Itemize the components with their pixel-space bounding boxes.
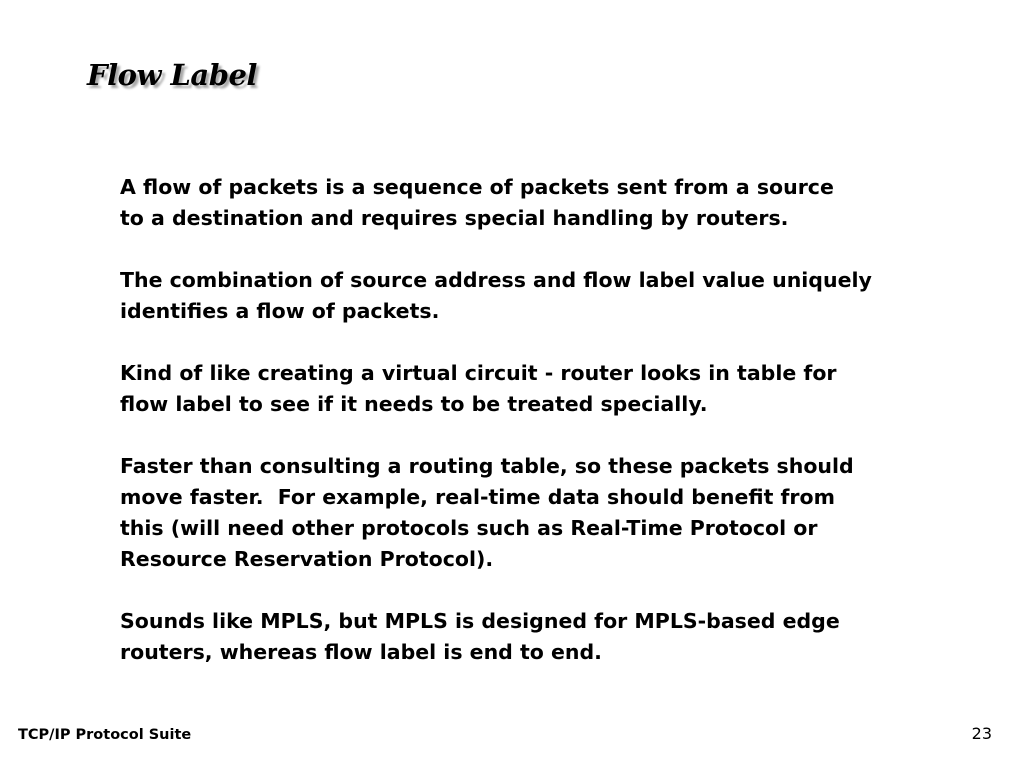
text-line: routers, whereas flow label is end to end.: [120, 640, 602, 664]
paragraph-mpls-comparison: [120, 606, 980, 668]
paragraph-flow-definition: [120, 172, 980, 234]
footer-label: TCP/IP Protocol Suite: [18, 727, 192, 743]
text-line: flow label to see if it needs to be treated specially.: [120, 392, 708, 416]
text-line: move faster. For example, real-time data should benefit from: [120, 485, 835, 509]
slide-number: 23: [971, 724, 992, 743]
text-line: The combination of source address and flow label value uniquely: [120, 268, 872, 292]
paragraph-virtual-circuit: [120, 358, 980, 420]
text-line: Sounds like MPLS, but MPLS is designed for MPLS-based edge: [120, 609, 840, 633]
text-line: A flow of packets is a sequence of packets sent from a source: [120, 175, 834, 199]
paragraph-flow-identification: [120, 265, 980, 327]
text-line: to a destination and requires special handling by routers.: [120, 206, 789, 230]
paragraph-faster-routing: [120, 451, 980, 575]
text-line: Resource Reservation Protocol).: [120, 547, 494, 571]
slide-body: [120, 172, 980, 668]
text-line: Faster than consulting a routing table, so these packets should: [120, 454, 854, 478]
text-line: identifies a flow of packets.: [120, 299, 440, 323]
text-line: this (will need other protocols such as Real-Time Protocol or: [120, 516, 818, 540]
text-line: Kind of like creating a virtual circuit - router looks in table for: [120, 361, 837, 385]
slide-title: Flow Label: [87, 58, 257, 92]
